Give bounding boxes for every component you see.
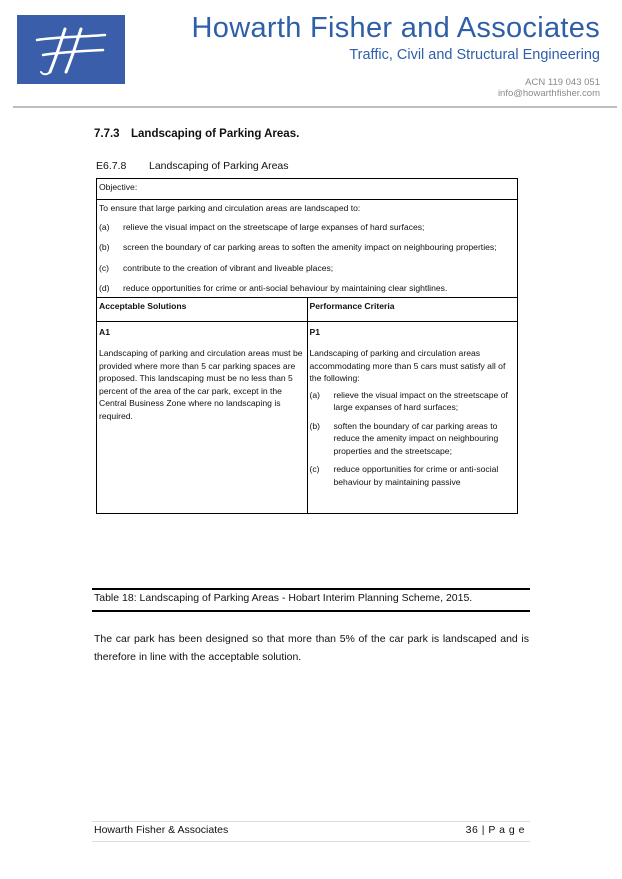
criteria-item <box>310 420 516 458</box>
performance-criteria-intro: Landscaping of parking and circulation areas accommodating more than 5 cars must satisfy all of the following: <box>309 348 506 383</box>
table-reference-code: E6.7.8 <box>96 160 127 172</box>
criteria-item <box>310 389 516 414</box>
objective-label: Objective: <box>97 179 518 200</box>
objective-item-text: screen the boundary of car parking areas to soften the amenity impact on neighbouring properties; <box>123 242 497 252</box>
performance-criteria-header: Performance Criteria <box>307 297 518 321</box>
planning-standard-table <box>96 178 518 514</box>
objective-item-label: (b) <box>99 242 110 252</box>
footer-top-rule <box>92 821 530 822</box>
footer-company: Howarth Fisher & Associates <box>94 824 229 836</box>
objective-item <box>99 221 515 234</box>
company-email: info@howarthfisher.com <box>497 88 600 99</box>
performance-criteria-cell <box>307 321 518 513</box>
company-name: Howarth Fisher and Associates <box>191 12 600 44</box>
objective-cell <box>97 200 518 298</box>
objective-item-text: contribute to the creation of vibrant and liveable places; <box>123 262 334 273</box>
objective-item <box>99 241 515 254</box>
objective-item-text: relieve the visual impact on the streetscape of large expanses of hard surfaces; <box>123 221 425 232</box>
section-number: 7.7.3 <box>94 128 120 140</box>
criteria-item-label: (c) <box>309 464 320 474</box>
objective-item-text: reduce opportunities for crime or anti-social behaviour by maintaining clear sightlines. <box>123 283 448 293</box>
objective-item <box>99 282 515 295</box>
table-caption: Table 18: Landscaping of Parking Areas - Hobart Interim Planning Scheme, 2015. <box>94 592 473 604</box>
page-number: 36 | P a g e <box>465 824 525 836</box>
company-logo <box>17 15 125 84</box>
body-paragraph: The car park has been designed so that more than 5% of the car park is landscaped and is therefore in line with the acceptable solution. <box>94 633 529 663</box>
objective-intro: To ensure that large parking and circulation areas are landscaped to: <box>99 203 361 213</box>
table-reference <box>96 160 289 172</box>
company-subtitle: Traffic, Civil and Structural Engineering <box>349 47 600 63</box>
acceptable-solutions-header: Acceptable Solutions <box>97 297 308 321</box>
performance-criteria-code: P1 <box>309 326 321 337</box>
criteria-item-label: (a) <box>309 389 321 400</box>
section-heading <box>94 128 299 140</box>
header-divider <box>13 106 617 108</box>
acceptable-solution-text: Landscaping of parking and circulation areas must be provided where more than 5 car parking spaces are proposed. This landscaping must be no less than 5 percent of the area of the car park, except in the Central Business Zone where no landscaping is required. <box>99 348 303 421</box>
section-title: Landscaping of Parking Areas. <box>131 128 300 140</box>
acceptable-solution-cell <box>97 321 308 513</box>
objective-item-label: (d) <box>99 283 110 293</box>
objective-item <box>99 262 515 275</box>
footer-bottom-rule <box>92 841 530 842</box>
criteria-item-text: soften the boundary of car parking areas to reduce the amenity impact on neighbouring properties and the streetscape; <box>333 420 499 456</box>
caption-bottom-rule <box>92 610 530 612</box>
criteria-item-text: reduce opportunities for crime or anti-social behaviour by maintaining passive <box>333 464 499 487</box>
objective-item-label: (c) <box>99 262 110 273</box>
table-reference-title: Landscaping of Parking Areas <box>149 160 289 172</box>
criteria-item-label: (b) <box>309 420 321 431</box>
acceptable-solution-code: A1 <box>99 326 110 337</box>
caption-top-rule <box>92 588 530 590</box>
acn-number: ACN 119 043 051 <box>525 77 600 88</box>
objective-item-label: (a) <box>99 221 110 232</box>
criteria-item <box>310 463 516 488</box>
criteria-item-text: relieve the visual impact on the streetscape of large expanses of hard surfaces; <box>333 389 508 412</box>
hf-monogram-icon <box>17 15 125 84</box>
